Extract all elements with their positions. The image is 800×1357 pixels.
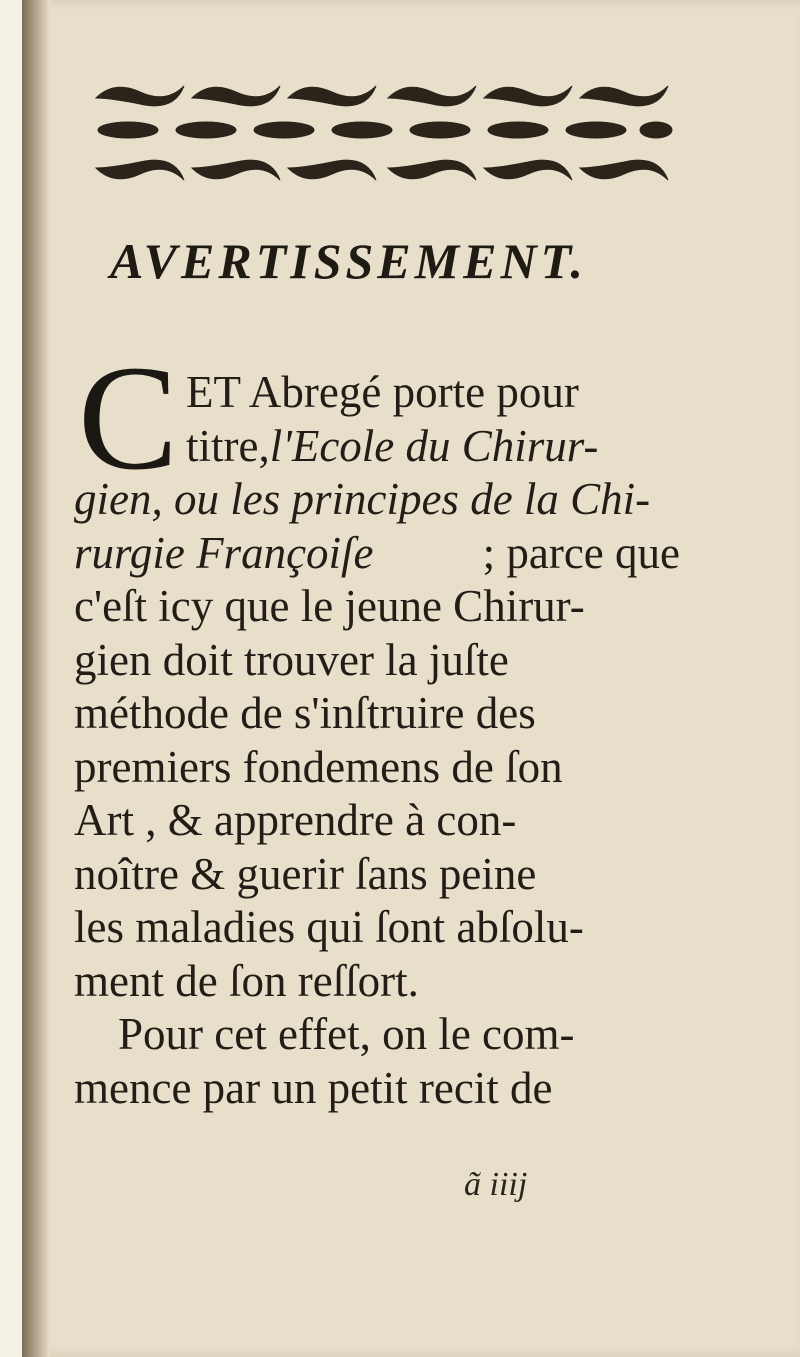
text-line-part: noître & guerir ſans peine (74, 848, 537, 899)
text-line (74, 1062, 680, 1116)
text-line (74, 634, 680, 688)
text-line-part: les maladies qui ſont abſolu- (74, 902, 584, 952)
text-line-part: titre, (186, 420, 270, 471)
text-line (74, 901, 680, 955)
text-line (74, 366, 680, 420)
ornamental-headpiece (88, 76, 676, 184)
text-line (74, 687, 680, 741)
text-line-part: gien doit trouver la juſte (74, 634, 509, 685)
text-line (74, 1008, 680, 1062)
page-title: AVERTISSEMENT. (110, 233, 588, 289)
text-line (74, 955, 680, 1009)
text-line (74, 527, 680, 581)
text-line-part: ment de ſon reſſort. (74, 955, 419, 1006)
text-line-part: ET Abregé porte pour (186, 367, 579, 417)
text-line (74, 848, 680, 902)
text-line-part: gien, ou les principes de la Chi- (74, 474, 651, 524)
page-gutter (22, 0, 50, 1357)
text-line-part: c'eſt icy que le jeune Chirur- (74, 581, 585, 631)
text-line-part: rurgie Françoiſe (74, 527, 374, 578)
text-line-part: l'Ecole du Chirur- (269, 420, 599, 471)
text-line (74, 741, 680, 795)
text-line (74, 580, 680, 634)
text-line (74, 794, 680, 848)
text-line-part: mence par un petit recit de (74, 1062, 553, 1113)
drop-cap: C (78, 335, 179, 501)
signature-mark: ã iiij (464, 1166, 528, 1203)
text-line-part: méthode de s'inſtruire des (74, 688, 536, 738)
text-line (74, 473, 680, 527)
text-line-part: Art , & apprendre à con- (74, 795, 517, 845)
text-line-part: premiers fondemens de ſon (74, 741, 563, 792)
text-line-part: Pour cet effet, on le com- (118, 1009, 575, 1059)
text-line-part: ; parce que (482, 527, 680, 578)
text-line (74, 420, 680, 474)
body-text (74, 366, 680, 1115)
